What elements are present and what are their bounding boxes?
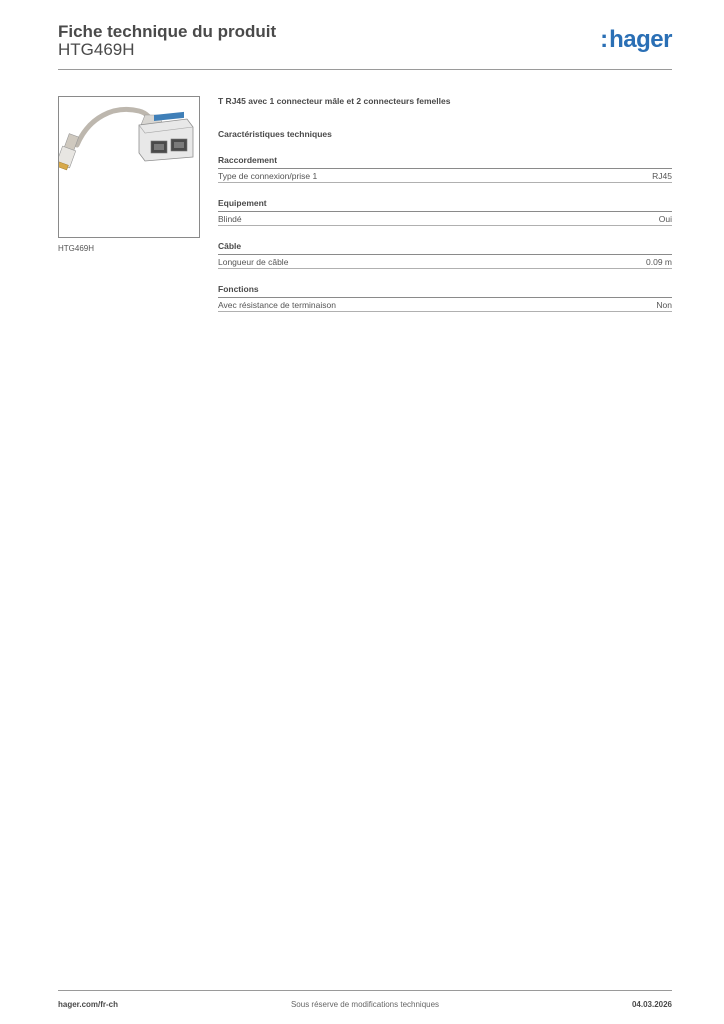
hager-logo xyxy=(600,26,672,56)
product-content xyxy=(218,96,672,312)
document-footer xyxy=(58,990,672,1013)
spec-value: 0.09 m xyxy=(646,257,672,267)
spec-group-cable xyxy=(218,241,672,269)
image-caption: HTG469H xyxy=(58,244,95,253)
spec-label: Longueur de câble xyxy=(218,257,289,267)
spec-row xyxy=(218,255,672,269)
product-reference: HTG469H xyxy=(58,40,135,59)
product-image xyxy=(58,96,200,238)
spec-row xyxy=(218,212,672,226)
footer-disclaimer: Sous réserve de modifications techniques xyxy=(290,1000,440,1009)
spec-label: Type de connexion/prise 1 xyxy=(218,171,318,181)
spec-group-title: Câble xyxy=(218,241,672,255)
spec-group-raccordement xyxy=(218,155,672,183)
rj45-splitter-illustration xyxy=(59,97,199,237)
spec-group-title: Raccordement xyxy=(218,155,672,169)
logo-text: hager xyxy=(609,26,672,53)
spec-group-title: Equipement xyxy=(218,198,672,212)
spec-value: Non xyxy=(656,300,672,310)
spec-group-equipement xyxy=(218,198,672,226)
spec-value: RJ45 xyxy=(652,171,672,181)
spec-label: Avec résistance de terminaison xyxy=(218,300,336,310)
document-title: Fiche technique du produit xyxy=(58,22,277,41)
footer-website-link[interactable]: hager.com/fr-ch xyxy=(58,1000,119,1009)
logo-colon-mark: : xyxy=(600,26,609,53)
spec-value: Oui xyxy=(658,214,672,224)
spec-row xyxy=(218,169,672,183)
document-header xyxy=(58,20,672,70)
product-description: T RJ45 avec 1 connecteur mâle et 2 connecteurs femelles xyxy=(218,96,451,106)
spec-row xyxy=(218,298,672,312)
footer-date: 04.03.2026 xyxy=(631,1000,672,1009)
specs-title: Caractéristiques techniques xyxy=(218,129,332,139)
spec-group-fonctions xyxy=(218,284,672,312)
spec-group-title: Fonctions xyxy=(218,284,672,298)
spec-label: Blindé xyxy=(218,214,242,224)
